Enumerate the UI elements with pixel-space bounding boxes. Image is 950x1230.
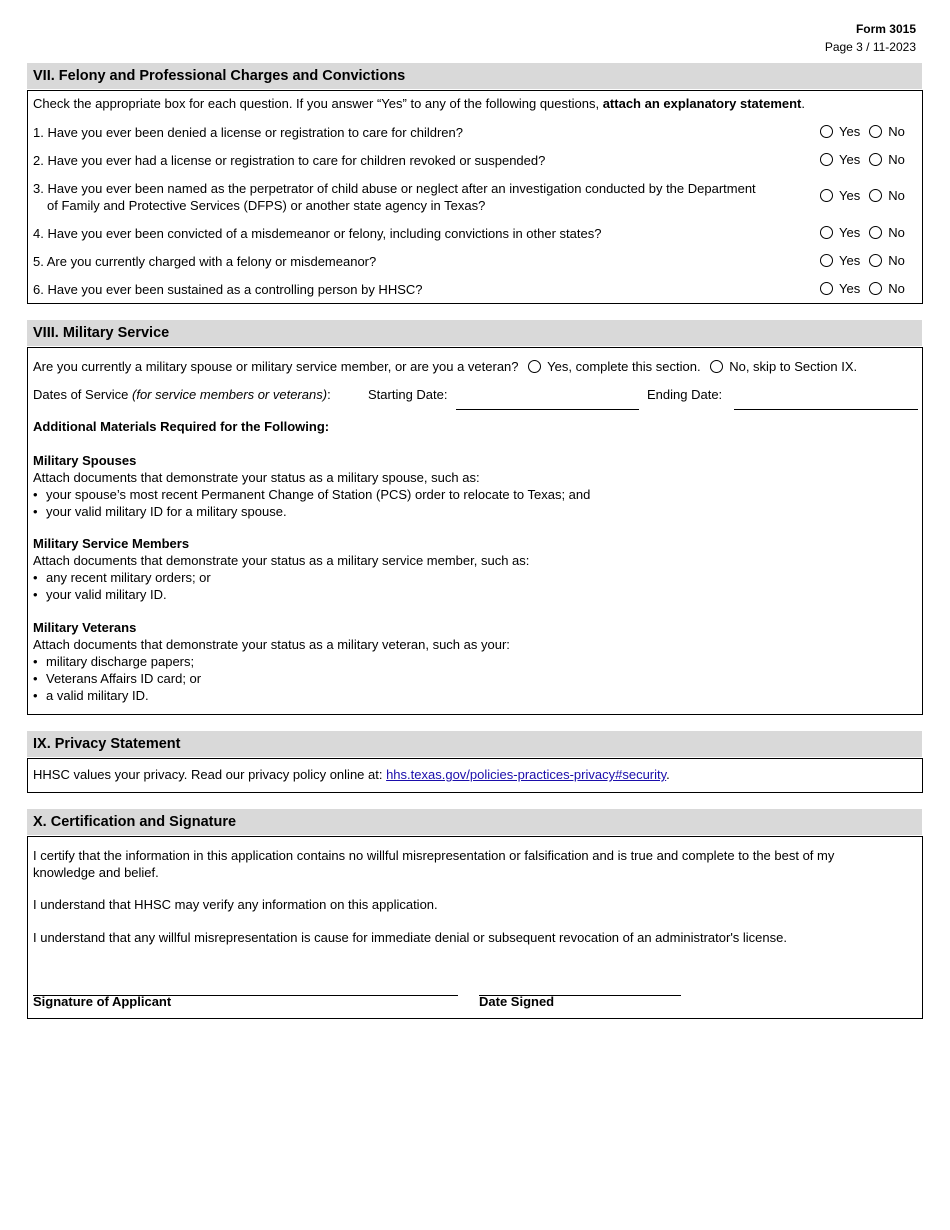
yes-option[interactable]: Yes — [820, 281, 860, 296]
list-item: • any recent military orders; or — [33, 569, 529, 586]
date-signed-label: Date Signed — [479, 994, 555, 1009]
radio-icon[interactable] — [820, 153, 833, 166]
group-heading: Military Service Members — [33, 536, 190, 551]
additional-materials-heading: Additional Materials Required for the Following: — [33, 419, 330, 434]
radio-icon[interactable] — [869, 282, 882, 295]
group-intro: Attach documents that demonstrate your status as a military spouse, such as: — [33, 470, 480, 485]
section-ix-title: IX. Privacy Statement — [27, 731, 922, 757]
question-text: 5. Are you currently charged with a felony or misdemeanor? — [33, 254, 377, 269]
radio-icon[interactable] — [820, 125, 833, 138]
radio-icon[interactable] — [869, 226, 882, 239]
no-option[interactable]: No — [869, 281, 905, 296]
yes-option[interactable]: Yes — [820, 152, 860, 167]
radio-icon[interactable] — [869, 125, 882, 138]
radio-icon[interactable] — [869, 153, 882, 166]
signature-label: Signature of Applicant — [33, 994, 172, 1009]
radio-icon[interactable] — [869, 189, 882, 202]
military-question-row — [33, 359, 857, 374]
section-vii-instruction: Check the appropriate box for each question. If you answer “Yes” to any of the following questions, attach an explanatory statement. — [33, 96, 806, 111]
military-spouses-block — [33, 452, 590, 520]
form-header — [825, 20, 916, 56]
military-service-members-block — [33, 535, 529, 603]
list-item: • your valid military ID for a military spouse. — [33, 503, 590, 520]
question-text: 4. Have you ever been convicted of a misdemeanor or felony, including convictions in other states? — [33, 226, 602, 241]
privacy-text: HHSC values your privacy. Read our privacy policy online at: hhs.texas.gov/policies-practices-privacy#security. — [33, 767, 670, 782]
list-item: • a valid military ID. — [33, 687, 510, 704]
verification-paragraph: I understand that HHSC may verify any information on this application. — [33, 897, 438, 912]
section-x-box — [27, 836, 923, 1019]
question-text: 2. Have you ever had a license or registration to care for children revoked or suspended? — [33, 153, 546, 168]
yes-option[interactable]: Yes — [820, 124, 860, 139]
group-heading: Military Veterans — [33, 620, 137, 635]
ending-date-label: Ending Date: — [647, 387, 723, 402]
section-ix-box — [27, 758, 923, 793]
answer-options — [820, 188, 905, 203]
question-text: 6. Have you ever been sustained as a controlling person by HHSC? — [33, 282, 423, 297]
no-option[interactable]: No — [869, 188, 905, 203]
privacy-policy-link[interactable]: hhs.texas.gov/policies-practices-privacy#security — [386, 767, 667, 782]
answer-options — [820, 253, 905, 268]
military-no-option[interactable]: No, skip to Section IX. — [710, 359, 857, 374]
section-x-title: X. Certification and Signature — [27, 809, 922, 835]
no-option[interactable]: No — [869, 152, 905, 167]
section-vii-box — [27, 90, 923, 304]
form-number: Form 3015 — [855, 22, 916, 36]
yes-option[interactable]: Yes — [820, 253, 860, 268]
group-heading: Military Spouses — [33, 453, 137, 468]
radio-icon[interactable] — [820, 254, 833, 267]
radio-icon[interactable] — [710, 360, 723, 373]
radio-icon[interactable] — [528, 360, 541, 373]
yes-option[interactable]: Yes — [820, 225, 860, 240]
radio-icon[interactable] — [820, 226, 833, 239]
group-intro: Attach documents that demonstrate your status as a military service member, such as: — [33, 553, 530, 568]
starting-date-label: Starting Date: — [368, 387, 448, 402]
starting-date-field[interactable] — [456, 409, 639, 410]
answer-options — [820, 124, 905, 139]
no-option[interactable]: No — [869, 124, 905, 139]
radio-icon[interactable] — [820, 189, 833, 202]
answer-options — [820, 225, 905, 240]
military-yes-option[interactable]: Yes, complete this section. — [528, 359, 700, 374]
question-text: 1. Have you ever been denied a license or registration to care for children? — [33, 125, 463, 140]
ending-date-field[interactable] — [734, 409, 918, 410]
radio-icon[interactable] — [820, 282, 833, 295]
answer-options — [820, 281, 905, 296]
group-intro: Attach documents that demonstrate your status as a military veteran, such as your: — [33, 637, 510, 652]
list-item: • your valid military ID. — [33, 586, 529, 603]
military-question: Are you currently a military spouse or military service member, or are you a veteran? — [33, 359, 519, 374]
section-vii-title: VII. Felony and Professional Charges and Convictions — [27, 63, 922, 89]
misrepresentation-paragraph: I understand that any willful misrepresentation is cause for immediate denial or subsequent revocation of an administrator's license. — [33, 930, 787, 945]
list-item: • military discharge papers; — [33, 653, 510, 670]
certification-paragraph: I certify that the information in this application contains no willful misrepresentation or falsification and is true and complete to the best of my knowledge and belief. — [33, 848, 835, 880]
dates-of-service-label: Dates of Service (for service members or veterans): — [33, 387, 331, 402]
answer-options — [820, 152, 905, 167]
section-viii-box — [27, 347, 923, 715]
military-veterans-block — [33, 619, 510, 704]
list-item: • Veterans Affairs ID card; or — [33, 670, 510, 687]
no-option[interactable]: No — [869, 253, 905, 268]
radio-icon[interactable] — [869, 254, 882, 267]
question-text: 3. Have you ever been named as the perpetrator of child abuse or neglect after an investigation conducted by the Department of Family and Protective Services (DFPS) or another state agency in Texas? — [33, 181, 756, 213]
no-option[interactable]: No — [869, 225, 905, 240]
section-viii-title: VIII. Military Service — [27, 320, 922, 346]
page-number: Page 3 / 11-2023 — [824, 40, 916, 54]
yes-option[interactable]: Yes — [820, 188, 860, 203]
list-item: • your spouse’s most recent Permanent Change of Station (PCS) order to relocate to Texas; and — [33, 486, 590, 503]
